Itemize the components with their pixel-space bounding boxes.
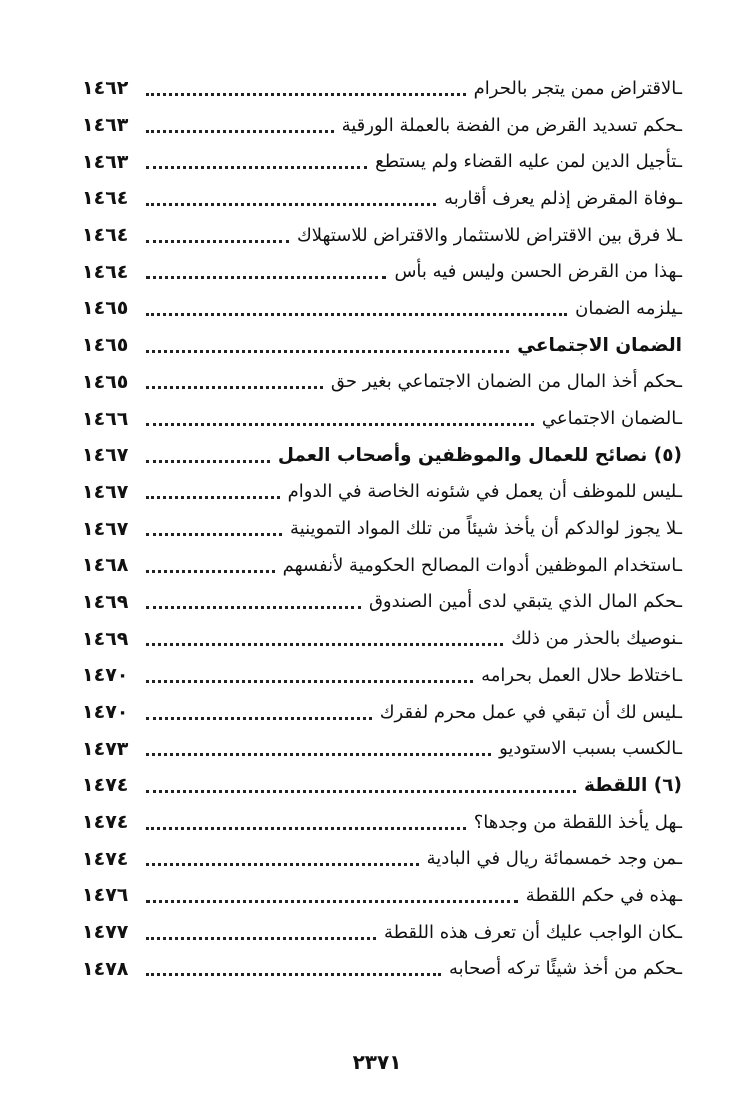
toc-entry-title: ـاختلاط حلال العمل بحرامه — [481, 664, 682, 686]
toc-page-number: ١٤٧٣ — [82, 737, 129, 760]
dot-leader — [146, 124, 334, 133]
toc-entry — [82, 107, 682, 144]
dot-leader — [146, 711, 372, 720]
toc-page-number: ١٤٦٤ — [82, 224, 129, 247]
dot-leader — [146, 967, 441, 976]
toc-entry-title: (٦) اللقطة — [583, 774, 682, 796]
toc-entry-title: ـهذه في حكم اللقطة — [525, 884, 682, 906]
toc-entry-title: ـالاقتراض ممن يتجر بالحرام — [473, 77, 682, 99]
toc-page-number: ١٤٦٦ — [82, 407, 129, 430]
toc-entry — [82, 510, 682, 547]
toc-entry — [82, 217, 682, 254]
toc-entry — [82, 951, 682, 988]
dot-leader — [146, 417, 534, 426]
toc-page-number: ١٤٧٤ — [82, 774, 129, 797]
toc-entry — [82, 547, 682, 584]
toc-entry-title: (٥) نصائح للعمال والموظفين وأصحاب العمل — [277, 444, 682, 466]
toc-page-number: ١٤٦٤ — [82, 260, 129, 283]
toc-entry-title: ـحكم من أخذ شيئًا تركه أصحابه — [449, 958, 682, 980]
toc-page-number: ١٤٧٧ — [82, 921, 129, 944]
toc-section-heading — [82, 767, 682, 804]
toc-page-number: ١٤٦٣ — [82, 150, 129, 173]
dot-leader — [146, 857, 419, 866]
toc-entry-title: ـالكسب بسبب الاستوديو — [499, 738, 682, 760]
toc-page-number: ١٤٦٥ — [82, 334, 129, 357]
toc-page-number: ١٤٧٠ — [82, 664, 129, 687]
toc-page-number: ١٤٧٦ — [82, 884, 129, 907]
dot-leader — [146, 197, 436, 206]
dot-leader — [146, 747, 491, 756]
dot-leader — [146, 234, 289, 243]
toc-entry-title: ـيلزمه الضمان — [575, 297, 682, 319]
toc-entry-title: ـكان الواجب عليك أن تعرف هذه اللقطة — [384, 921, 682, 943]
dot-leader — [146, 307, 567, 316]
dot-leader — [146, 600, 361, 609]
toc-page-number: ١٤٦٢ — [82, 77, 129, 100]
dot-leader — [146, 87, 466, 96]
toc-entry — [82, 70, 682, 107]
page-number: ٢٣٧١ — [352, 1050, 402, 1074]
toc-page-number: ١٤٦٣ — [82, 114, 129, 137]
toc-page-number: ١٤٦٧ — [82, 480, 129, 503]
toc-entry — [82, 620, 682, 657]
toc-page-number: ١٤٦٩ — [82, 590, 129, 613]
toc-entry — [82, 364, 682, 401]
toc-entry — [82, 914, 682, 951]
dot-leader — [146, 380, 323, 389]
toc-page-number: ١٤٦٥ — [82, 297, 129, 320]
toc-entry — [82, 840, 682, 877]
toc-entry — [82, 657, 682, 694]
toc-entry-title: ـليس للموظف أن يعمل في شئونه الخاصة في الدوام — [287, 481, 682, 503]
toc-entry-title: الضمان الاجتماعي — [517, 334, 682, 356]
toc-entry-title: ـحكم المال الذي يتبقي لدى أمين الصندوق — [368, 591, 682, 613]
toc-page-number: ١٤٦٥ — [82, 370, 129, 393]
toc-page-number: ١٤٧٤ — [82, 811, 129, 834]
toc-entry-title: ـحكم تسديد القرض من الفضة بالعملة الورقية — [341, 114, 682, 136]
toc-entry — [82, 877, 682, 914]
dot-leader — [146, 490, 280, 499]
toc-entry-title: ـتأجيل الدين لمن عليه القضاء ولم يستطع — [375, 151, 682, 173]
dot-leader — [146, 784, 576, 793]
toc-page-number: ١٤٦٤ — [82, 187, 129, 210]
toc-entry-title: ـحكم أخذ المال من الضمان الاجتماعي بغير حق — [330, 371, 682, 393]
dot-leader — [146, 674, 473, 683]
toc-entry-title: ـلا فرق بين الاقتراض للاستثمار والاقتراض للاستهلاك — [296, 224, 682, 246]
toc-entry-title: ـليس لك أن تبقي في عمل محرم لفقرك — [379, 701, 682, 723]
dot-leader — [146, 931, 376, 940]
dot-leader — [146, 821, 466, 830]
toc-entry-title: ـمن وجد خمسمائة ريال في البادية — [426, 848, 682, 870]
toc-entry-title: ـهل يأخذ اللقطة من وجدها؟ — [473, 811, 682, 833]
dot-leader — [146, 527, 282, 536]
dot-leader — [146, 454, 270, 463]
toc-entry-title: ـالضمان الاجتماعي — [541, 408, 682, 430]
dot-leader — [146, 344, 509, 353]
toc-entry — [82, 253, 682, 290]
toc-page-number: ١٤٦٧ — [82, 517, 129, 540]
dot-leader — [146, 637, 503, 646]
table-of-contents — [82, 70, 682, 987]
toc-page-number: ١٤٦٧ — [82, 444, 129, 467]
toc-page-number: ١٤٦٩ — [82, 627, 129, 650]
dot-leader — [146, 564, 275, 573]
toc-entry — [82, 180, 682, 217]
toc-entry — [82, 143, 682, 180]
toc-entry — [82, 730, 682, 767]
toc-entry — [82, 804, 682, 841]
dot-leader — [146, 270, 386, 279]
toc-page-number: ١٤٧٨ — [82, 957, 129, 980]
toc-page-number: ١٤٧٤ — [82, 847, 129, 870]
toc-entry-title: ـهذا من القرض الحسن وليس فيه بأس — [394, 261, 682, 283]
toc-entry — [82, 400, 682, 437]
toc-entry-title: ـاستخدام الموظفين أدوات المصالح الحكومية لأنفسهم — [282, 554, 682, 576]
toc-page-number: ١٤٦٨ — [82, 554, 129, 577]
toc-entry — [82, 474, 682, 511]
toc-entry — [82, 290, 682, 327]
toc-entry-title: ـنوصيك بالحذر من ذلك — [511, 628, 682, 650]
dot-leader — [146, 894, 518, 903]
toc-entry — [82, 694, 682, 731]
toc-entry-title: ـلا يجوز لوالدكم أن يأخذ شيئاً من تلك المواد التموينية — [290, 518, 682, 540]
toc-page-number: ١٤٧٠ — [82, 701, 129, 724]
toc-entry-title: ـوفاة المقرض إذلم يعرف أقاربه — [444, 187, 682, 209]
toc-entry — [82, 584, 682, 621]
dot-leader — [146, 160, 367, 169]
toc-section-heading — [82, 327, 682, 364]
toc-section-heading — [82, 437, 682, 474]
